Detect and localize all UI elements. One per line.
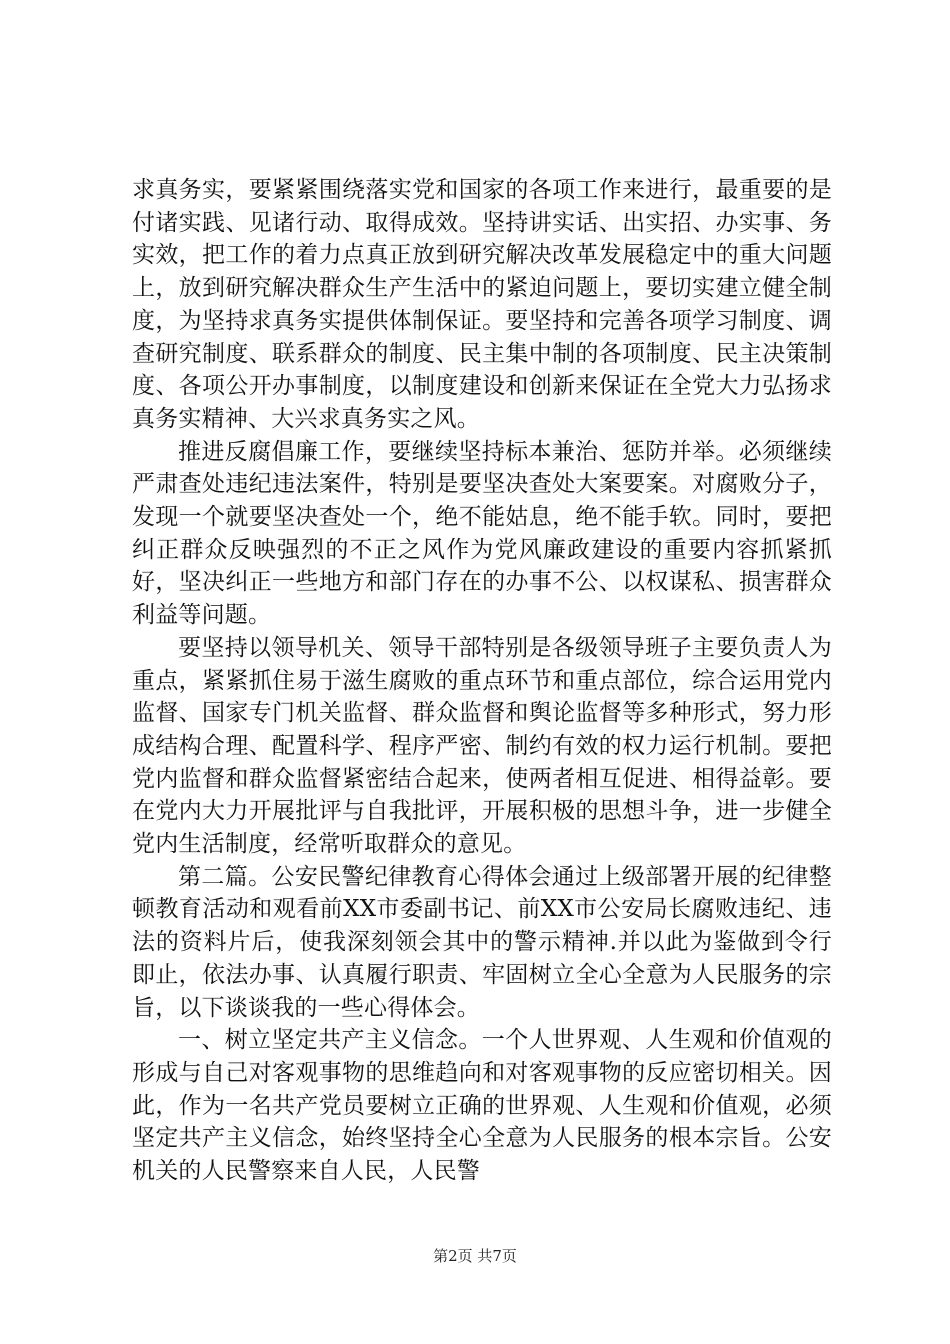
paragraph-2: 推进反腐倡廉工作，要继续坚持标本兼治、惩防并举。必须继续严肃查处违纪违法案件，特别是要坚决查处大案要案。对腐败分子，发现一个就要坚决查处一个，绝不能姑息，绝不能手软。同时，要把纠正群众反映强烈的不正之风作为党风廉政建设的重要内容抓紧抓好，坚决纠正一些地方和部门存在的办事不公、以权谋私、损害群众利益等问题。: [132, 438, 832, 629]
paragraph-3: 要坚持以领导机关、领导干部特别是各级领导班子主要负责人为重点，紧紧抓住易于滋生腐败的重点环节和重点部位，综合运用党内监督、国家专门机关监督、群众监督和舆论监督等多种形式，努力形成结构合理、配置科学、程序严密、制约有效的权力运行机制。要把党内监督和群众监督紧密结合起来，使两者相互促进、相得益彰。要在党内大力开展批评与自我批评，开展积极的思想斗争，进一步健全党内生活制度，经常听取群众的意见。: [132, 634, 832, 858]
paragraph-1: 求真务实，要紧紧围绕落实党和国家的各项工作来进行，最重要的是付诸实践、见诸行动、取得成效。坚持讲实话、出实招、办实事、务实效，把工作的着力点真正放到研究解决改革发展稳定中的重大问题上，放到研究解决群众生产生活中的紧迫问题上，要切实建立健全制度，为坚持求真务实提供体制保证。要坚持和完善各项学习制度、调查研究制度、联系群众的制度、民主集中制的各项制度、民主决策制度、各项公开办事制度，以制度建设和创新来保证在全党大力弘扬求真务实精神、大兴求真务实之风。: [132, 177, 832, 432]
paragraph-4: 第二篇。公安民警纪律教育心得体会通过上级部署开展的纪律整顿教育活动和观看前XX市委副书记、前XX市公安局长腐败违纪、违法的资料片后，使我深刻领会其中的警示精神.并以此为鉴做到令行即止，依法办事、认真履行职责、牢固树立全心全意为人民服务的宗旨，以下谈谈我的一些心得体会。: [132, 863, 832, 1021]
document-body: [132, 174, 832, 1188]
paragraph-5: 一、树立坚定共产主义信念。一个人世界观、人生观和价值观的形成与自己对客观事物的思维趋向和对客观事物的反应密切相关。因此，作为一名共产党员要树立正确的世界观、人生观和价值观，必须坚定共产主义信念，始终坚持全心全意为人民服务的根本宗旨。公安机关的人民警察来自人民，人民警: [132, 1027, 832, 1185]
page-number-footer: 第2页 共7页: [433, 1247, 517, 1265]
